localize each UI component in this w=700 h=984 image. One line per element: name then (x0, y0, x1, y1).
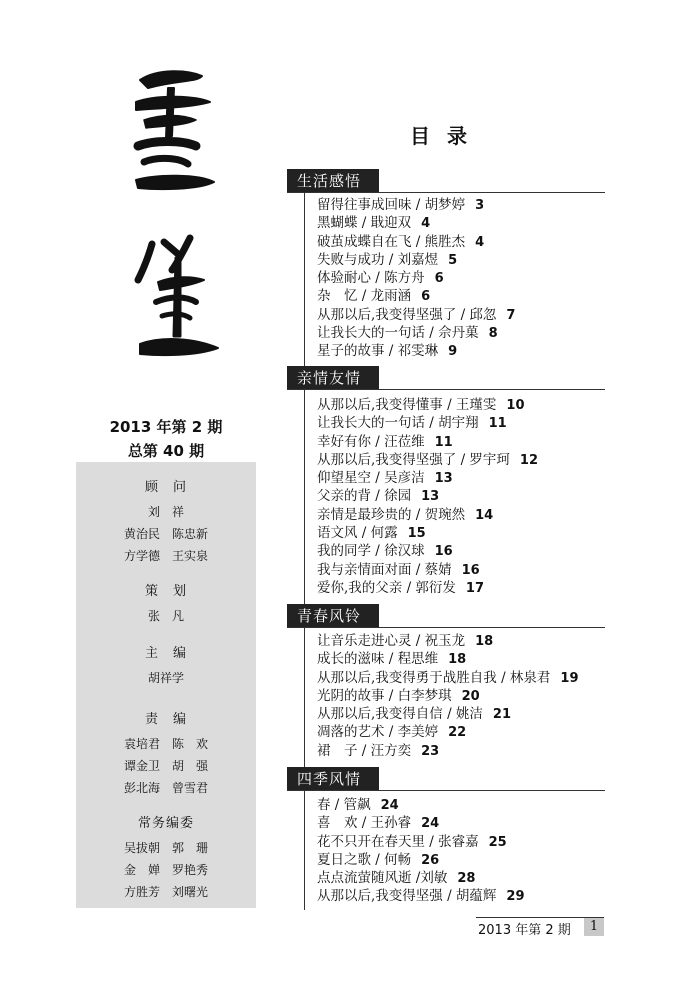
toc-entry-page: 9 (448, 344, 458, 360)
staff-box (76, 462, 256, 908)
toc-entry-title: 体验耐心 / 陈方舟 (317, 270, 425, 287)
toc-entry-page: 28 (457, 871, 476, 887)
staff-name: 吴拔朝 郭 珊 (123, 841, 208, 855)
toc-entry-title: 从那以后,我变得自信 / 姚洁 (317, 706, 483, 723)
toc-entry-page: 4 (475, 234, 485, 250)
toc-entry-page: 16 (434, 544, 453, 560)
toc-entry[interactable] (317, 632, 579, 650)
toc-entry[interactable] (317, 542, 538, 560)
toc-entry-title: 仰望星空 / 吴彦洁 (317, 470, 425, 487)
section-divider (287, 389, 605, 390)
toc-entry-title: 我的同学 / 徐汉球 (317, 543, 425, 560)
toc-entry-title: 我与亲情面对面 / 蔡婧 (317, 561, 452, 578)
toc-entry-title: 从那以后,我变得坚强了 / 邱忽 (317, 306, 497, 323)
toc-entry-page: 5 (448, 252, 458, 268)
toc-entry-page: 20 (461, 688, 480, 704)
toc-entry-title: 春 / 管飙 (317, 797, 371, 813)
section-entries-life (317, 196, 515, 361)
staff-group-standing-committee (76, 812, 256, 903)
staff-name: 刘 祥 (147, 505, 184, 519)
toc-entry-page: 14 (475, 507, 494, 523)
toc-entry[interactable] (317, 869, 525, 887)
toc-entry[interactable] (317, 214, 515, 232)
section-label-seasons: 四季风情 (287, 767, 379, 791)
toc-entry[interactable] (317, 306, 515, 324)
toc-heading: 目 录 (410, 124, 467, 148)
toc-entry-title: 让我长大的一句话 / 佘丹菓 (317, 325, 479, 342)
toc-entry-title: 黑蝴蝶 / 戢迎双 (317, 215, 412, 232)
staff-name: 胡祥学 (147, 671, 184, 685)
toc-entry[interactable] (317, 887, 525, 905)
toc-entry[interactable] (317, 579, 538, 597)
section-label-life: 生活感悟 (287, 169, 379, 193)
staff-group-planning (76, 580, 256, 627)
section-entries-family (317, 396, 538, 597)
toc-entry[interactable] (317, 487, 538, 505)
toc-entry[interactable] (317, 342, 515, 360)
toc-entry-page: 25 (488, 834, 507, 850)
toc-entry-page: 18 (475, 634, 494, 649)
toc-entry-page: 15 (407, 526, 426, 542)
toc-entry-title: 星子的故事 / 祁雯琳 (317, 343, 439, 360)
toc-entry-page: 23 (421, 743, 440, 759)
toc-entry-title: 光阴的故事 / 白李梦琪 (317, 687, 452, 704)
toc-entry-title: 幸好有你 / 汪莅维 (317, 433, 425, 450)
section-divider (287, 192, 605, 193)
toc-entry-title: 花不只开在春天里 / 张睿嘉 (317, 833, 479, 850)
section-divider (287, 790, 605, 791)
staff-title: 责 编 (144, 712, 187, 727)
footer-issue: 2013 年第 2 期 (478, 923, 571, 938)
toc-entry-page: 11 (488, 416, 507, 432)
toc-entry-page: 16 (461, 562, 480, 578)
issue-number: 2013 年第 2 期 (109, 418, 223, 436)
section-label-youth: 青春风铃 (287, 604, 379, 628)
toc-entry[interactable] (317, 796, 525, 814)
toc-entry[interactable] (317, 324, 515, 342)
toc-entry[interactable] (317, 524, 538, 542)
page-number: 1 (584, 918, 604, 936)
toc-entry[interactable] (317, 561, 538, 579)
issue-total: 总第 40 期 (127, 442, 205, 460)
toc-entry-title: 裙 子 / 汪方奕 (317, 742, 412, 759)
toc-entry-page: 10 (506, 398, 525, 413)
toc-entry-title: 让音乐走进心灵 / 祝玉龙 (317, 633, 466, 649)
toc-entry[interactable] (317, 251, 515, 269)
calligraphy-logo (118, 58, 228, 378)
toc-entry[interactable] (317, 269, 515, 287)
toc-entry-title: 喜 欢 / 王孙睿 (317, 815, 412, 832)
section-divider (287, 627, 605, 628)
toc-entry[interactable] (317, 433, 538, 451)
staff-name: 方学德 王实泉 (123, 549, 208, 563)
toc-entry-page: 7 (506, 307, 516, 323)
staff-name: 谭金卫 胡 强 (123, 759, 208, 773)
toc-entry-page: 8 (488, 326, 498, 342)
toc-entry-page: 29 (506, 889, 525, 905)
staff-name: 黄治民 陈忠新 (123, 527, 208, 541)
toc-entry-title: 失败与成功 / 刘嘉煜 (317, 251, 439, 268)
toc-entry-page: 6 (434, 271, 444, 287)
staff-title: 主 编 (144, 646, 187, 661)
toc-entry[interactable] (317, 851, 525, 869)
toc-entry-page: 22 (448, 725, 467, 741)
toc-entry[interactable] (317, 669, 579, 687)
toc-entry[interactable] (317, 469, 538, 487)
staff-group-advisor (76, 476, 256, 567)
toc-entry[interactable] (317, 723, 579, 741)
toc-entry[interactable] (317, 833, 525, 851)
toc-entry-page: 3 (475, 198, 485, 213)
section-entries-seasons (317, 796, 525, 906)
toc-entry-page: 13 (421, 489, 440, 505)
toc-entry[interactable] (317, 650, 579, 668)
page-footer (476, 917, 604, 936)
toc-entry-page: 21 (492, 707, 512, 723)
toc-entry-page: 12 (519, 452, 539, 468)
staff-group-editors (76, 708, 256, 799)
toc-entry[interactable] (317, 451, 538, 469)
toc-entry[interactable] (317, 742, 579, 760)
staff-name: 张 凡 (147, 609, 184, 623)
toc-entry-title: 杂 忆 / 龙雨涵 (317, 288, 412, 305)
staff-name: 袁培君 陈 欢 (123, 737, 208, 751)
toc-entry-page: 26 (421, 852, 440, 868)
toc-entry[interactable] (317, 287, 515, 305)
section-entries-youth (317, 632, 579, 760)
toc-entry-title: 留得往事成回味 / 胡梦婷 (317, 197, 466, 213)
staff-group-chief-editor (76, 642, 256, 689)
toc-entry-title: 让我长大的一句话 / 胡宇翔 (317, 415, 479, 432)
toc-entry-title: 爱你,我的父亲 / 郭衍发 (317, 579, 456, 596)
toc-entry-title: 亲情是最珍贵的 / 贺琬然 (317, 506, 466, 523)
toc-entry-title: 从那以后,我变得坚强 / 胡蕴辉 (317, 888, 497, 905)
toc-entry[interactable] (317, 814, 525, 832)
toc-entry[interactable] (317, 396, 538, 414)
section-label-family: 亲情友情 (287, 366, 379, 390)
toc-entry-page: 4 (421, 216, 431, 232)
staff-title: 顾 问 (144, 480, 187, 495)
toc-entry-page: 11 (434, 434, 453, 450)
toc-entry-title: 从那以后,我变得坚强了 / 罗宇珂 (317, 451, 510, 468)
toc-entry[interactable] (317, 687, 579, 705)
toc-entry-page: 24 (380, 798, 399, 813)
toc-entry-title: 父亲的背 / 徐园 (317, 488, 412, 505)
staff-name: 金 婵 罗艳秀 (123, 863, 208, 877)
toc-entry[interactable] (317, 705, 579, 723)
toc-entry-page: 24 (421, 816, 440, 832)
toc-entry-page: 18 (448, 652, 467, 668)
toc-entry-title: 语文风 / 何露 (317, 525, 398, 542)
toc-entry-title: 点点流萤随风逝 /刘敏 (317, 870, 448, 887)
toc-entry-title: 凋落的艺术 / 李美婷 (317, 724, 439, 741)
toc-entry-page: 17 (465, 580, 485, 596)
vertical-rule (304, 186, 305, 910)
toc-entry[interactable] (317, 414, 538, 432)
staff-name: 彭北海 曾雪君 (123, 781, 208, 795)
toc-entry-title: 夏日之歌 / 何畅 (317, 851, 412, 868)
toc-entry-title: 从那以后,我变得勇于战胜自我 / 林泉君 (317, 669, 551, 686)
toc-entry-page: 13 (434, 471, 453, 487)
staff-title: 策 划 (144, 584, 187, 599)
toc-entry[interactable] (317, 233, 515, 251)
toc-entry[interactable] (317, 506, 538, 524)
toc-entry-title: 破茧成蝶自在飞 / 熊胜杰 (317, 233, 466, 250)
toc-entry-page: 6 (421, 289, 431, 305)
toc-entry-title: 从那以后,我变得懂事 / 王瑾雯 (317, 397, 497, 413)
toc-entry-page: 19 (560, 670, 579, 686)
toc-entry[interactable] (317, 196, 515, 214)
staff-name: 方胜芳 刘曙光 (123, 885, 208, 899)
staff-title: 常务编委 (137, 816, 194, 831)
toc-entry-title: 成长的滋味 / 程思维 (317, 651, 439, 668)
